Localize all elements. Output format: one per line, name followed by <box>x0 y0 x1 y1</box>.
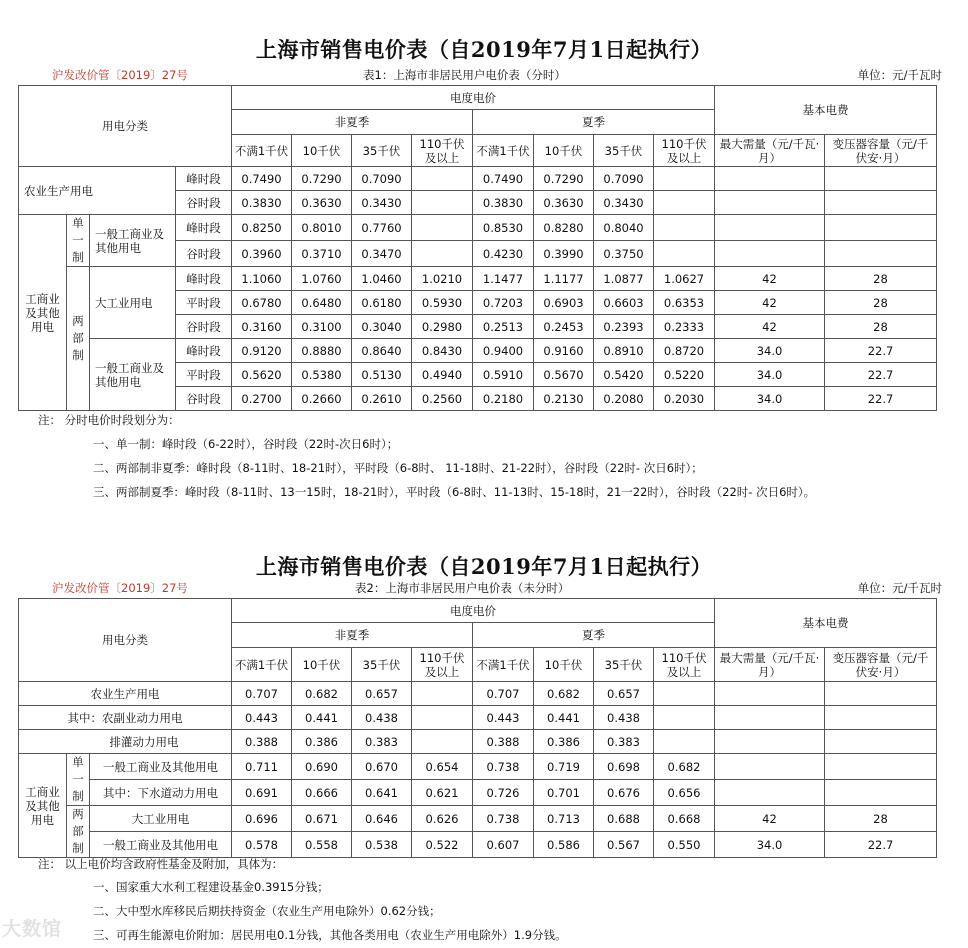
voltage-header: 不满1千伏 <box>232 135 292 167</box>
price-cell: 0.8530 <box>473 215 534 241</box>
price-cell: 0.438 <box>594 706 654 730</box>
fee-cell: 34.0 <box>715 832 825 858</box>
price-cell: 0.9160 <box>534 339 594 363</box>
transformer-capacity-header: 变压器容量（元/千伏安·月） <box>825 135 937 167</box>
large-industry-label: 大工业用电 <box>90 267 176 339</box>
table-row <box>19 730 937 754</box>
price-cell: 0.8720 <box>654 339 715 363</box>
voltage-header: 10千伏 <box>292 135 352 167</box>
price-cell: 0.5420 <box>594 363 654 387</box>
price-cell <box>654 730 715 754</box>
price-cell: 1.0460 <box>352 267 412 291</box>
price-cell: 0.713 <box>534 806 594 832</box>
fee-cell: 42 <box>715 267 825 291</box>
price-cell: 0.670 <box>352 754 412 780</box>
price-cell: 0.621 <box>412 780 473 806</box>
price-cell: 0.3040 <box>352 315 412 339</box>
fee-cell: 22.7 <box>825 363 937 387</box>
price-cell: 0.3830 <box>232 191 292 215</box>
price-cell: 0.441 <box>292 706 352 730</box>
voltage-header: 110千伏及以上 <box>412 648 473 682</box>
price-cell: 0.2080 <box>594 387 654 411</box>
price-cell: 0.6480 <box>292 291 352 315</box>
row-label: 其中：下水道动力用电 <box>90 780 232 806</box>
fee-cell <box>715 754 825 780</box>
price-cell: 0.7760 <box>352 215 412 241</box>
price-cell <box>412 191 473 215</box>
price-cell: 1.1177 <box>534 267 594 291</box>
summer-header: 夏季 <box>473 110 715 135</box>
fee-cell <box>825 730 937 754</box>
price-cell: 1.0627 <box>654 267 715 291</box>
fee-cell <box>715 682 825 706</box>
price-cell <box>412 682 473 706</box>
price-cell: 0.3470 <box>352 241 412 267</box>
table1-unit: 单位：元/千瓦时 <box>857 68 942 82</box>
agri-label: 农业生产用电 <box>19 167 176 215</box>
price-cell: 0.2333 <box>654 315 715 339</box>
price-cell <box>654 706 715 730</box>
price-cell <box>654 682 715 706</box>
period-cell: 峰时段 <box>176 167 232 191</box>
table-row <box>19 832 937 858</box>
table1-note-intro: 注： 分时电价时段划分为： <box>38 413 180 427</box>
price-cell: 0.2610 <box>352 387 412 411</box>
voltage-header: 35千伏 <box>352 648 412 682</box>
table-row <box>19 215 937 241</box>
price-cell: 0.578 <box>232 832 292 858</box>
price-cell: 0.7490 <box>232 167 292 191</box>
fee-cell <box>825 241 937 267</box>
general-ic-label: 一般工商业及其他用电 <box>90 215 176 267</box>
price-cell: 0.8640 <box>352 339 412 363</box>
voltage-header: 110千伏及以上 <box>654 648 715 682</box>
price-cell: 0.690 <box>292 754 352 780</box>
price-cell: 0.3990 <box>534 241 594 267</box>
price-cell: 0.7203 <box>473 291 534 315</box>
price-cell: 0.3630 <box>292 191 352 215</box>
price-cell: 0.6603 <box>594 291 654 315</box>
price-cell: 0.668 <box>654 806 715 832</box>
fee-cell <box>715 167 825 191</box>
price-cell: 0.441 <box>534 706 594 730</box>
price-cell: 0.738 <box>473 754 534 780</box>
voltage-header: 不满1千伏 <box>473 135 534 167</box>
price-cell: 0.6780 <box>232 291 292 315</box>
fee-cell: 22.7 <box>825 832 937 858</box>
price-cell: 0.522 <box>412 832 473 858</box>
price-cell: 0.8910 <box>594 339 654 363</box>
price-cell: 0.3430 <box>352 191 412 215</box>
price-cell: 0.671 <box>292 806 352 832</box>
voltage-header: 10千伏 <box>292 648 352 682</box>
fee-cell <box>825 215 937 241</box>
price-cell: 0.3430 <box>594 191 654 215</box>
voltage-header: 35千伏 <box>352 135 412 167</box>
price-cell: 0.7090 <box>594 167 654 191</box>
watermark-logo: 大数馆 <box>2 918 63 940</box>
price-cell: 0.641 <box>352 780 412 806</box>
price-cell: 0.3100 <box>292 315 352 339</box>
price-cell <box>412 215 473 241</box>
price-cell: 0.676 <box>594 780 654 806</box>
price-cell: 0.707 <box>473 682 534 706</box>
price-cell: 0.7490 <box>473 167 534 191</box>
price-cell: 0.688 <box>594 806 654 832</box>
table-row <box>19 167 937 191</box>
table2-note-intro: 注： 以上电价均含政府性基金及附加，具体为： <box>38 857 284 871</box>
price-cell: 0.657 <box>594 682 654 706</box>
price-cell: 0.388 <box>232 730 292 754</box>
fee-cell: 28 <box>825 315 937 339</box>
voltage-header: 不满1千伏 <box>473 648 534 682</box>
table2-note-line: 一、国家重大水利工程建设基金0.3915分钱； <box>93 880 329 894</box>
table2-note-line: 三、可再生能源电价附加：居民用电0.1分钱，其他各类用电（农业生产用电除外）1.9分钱。 <box>93 928 567 942</box>
period-cell: 谷时段 <box>176 191 232 215</box>
price-cell: 0.383 <box>352 730 412 754</box>
fee-cell <box>825 191 937 215</box>
price-cell: 0.2030 <box>654 387 715 411</box>
voltage-header: 10千伏 <box>534 135 594 167</box>
price-cell: 0.656 <box>654 780 715 806</box>
price-cell: 0.6903 <box>534 291 594 315</box>
price-cell: 0.3710 <box>292 241 352 267</box>
table1-note-line: 一、单一制：峰时段（6-22时），谷时段（22时-次日6时）； <box>93 437 399 451</box>
fee-cell: 28 <box>825 267 937 291</box>
price-cell: 0.607 <box>473 832 534 858</box>
table-row <box>19 780 937 806</box>
transformer-capacity-header: 变压器容量（元/千伏安·月） <box>825 648 937 682</box>
price-cell: 0.3960 <box>232 241 292 267</box>
price-cell: 0.701 <box>534 780 594 806</box>
basic-fee-header: 基本电费 <box>715 86 937 135</box>
table1-caption: 表1：上海市非居民用户电价表（分时） <box>363 68 566 82</box>
fee-cell: 34.0 <box>715 387 825 411</box>
price-cell: 0.682 <box>534 682 594 706</box>
price-cell: 0.666 <box>292 780 352 806</box>
general-ic-two-part-label: 一般工商业及其他用电 <box>90 339 176 411</box>
price-cell: 0.646 <box>352 806 412 832</box>
table2-title: 上海市销售电价表（自2019年7月1日起执行） <box>255 554 713 579</box>
non-summer-header: 非夏季 <box>232 110 473 135</box>
price-cell: 0.3160 <box>232 315 292 339</box>
fee-cell <box>715 241 825 267</box>
fee-cell: 42 <box>715 315 825 339</box>
price-cell: 0.5380 <box>292 363 352 387</box>
fee-cell <box>825 706 937 730</box>
price-cell: 0.626 <box>412 806 473 832</box>
row-label: 农业生产用电 <box>19 682 232 706</box>
table1-title: 上海市销售电价表（自2019年7月1日起执行） <box>255 37 713 62</box>
energy-price-header: 电度电价 <box>232 599 715 623</box>
table2-flat-price-table <box>18 598 937 858</box>
non-summer-header: 非夏季 <box>232 623 473 648</box>
fee-cell <box>825 167 937 191</box>
price-cell: 1.0877 <box>594 267 654 291</box>
price-cell: 0.5220 <box>654 363 715 387</box>
price-cell: 0.8280 <box>534 215 594 241</box>
table1-doc-number: 沪发改价管〔2019〕27号 <box>52 68 188 82</box>
fee-cell: 42 <box>715 806 825 832</box>
row-label: 一般工商业及其他用电 <box>90 754 232 780</box>
fee-cell: 22.7 <box>825 339 937 363</box>
voltage-header: 10千伏 <box>534 648 594 682</box>
price-cell: 0.3830 <box>473 191 534 215</box>
price-cell: 0.7090 <box>352 167 412 191</box>
price-cell: 0.2513 <box>473 315 534 339</box>
price-cell: 0.698 <box>594 754 654 780</box>
ic-label: 工商业及其他用电 <box>19 754 67 858</box>
price-cell: 0.2560 <box>412 387 473 411</box>
row-label: 一般工商业及其他用电 <box>90 832 232 858</box>
price-cell: 0.4940 <box>412 363 473 387</box>
price-cell: 0.654 <box>412 754 473 780</box>
table-row <box>19 267 937 291</box>
period-cell: 平时段 <box>176 363 232 387</box>
two-part-label: 两部制 <box>67 806 90 858</box>
price-cell: 0.5620 <box>232 363 292 387</box>
price-cell: 0.2980 <box>412 315 473 339</box>
fee-cell: 28 <box>825 291 937 315</box>
price-cell: 0.558 <box>292 832 352 858</box>
price-cell: 1.1477 <box>473 267 534 291</box>
price-cell: 0.8010 <box>292 215 352 241</box>
fee-cell <box>715 215 825 241</box>
voltage-header: 110千伏及以上 <box>412 135 473 167</box>
price-cell: 0.682 <box>292 682 352 706</box>
fee-cell <box>715 191 825 215</box>
table-row <box>19 754 937 780</box>
price-cell: 0.443 <box>232 706 292 730</box>
price-cell: 0.8250 <box>232 215 292 241</box>
table-row <box>19 339 937 363</box>
two-part-label: 两部制 <box>67 267 90 411</box>
energy-price-header: 电度电价 <box>232 86 715 110</box>
price-cell <box>654 191 715 215</box>
fee-cell: 22.7 <box>825 387 937 411</box>
table2-caption: 表2：上海市非居民用户电价表（未分时） <box>355 581 570 595</box>
price-cell <box>412 241 473 267</box>
table2-doc-number: 沪发改价管〔2019〕27号 <box>52 581 188 595</box>
price-cell: 0.8040 <box>594 215 654 241</box>
price-cell: 0.4230 <box>473 241 534 267</box>
voltage-header: 35千伏 <box>594 648 654 682</box>
price-cell: 0.719 <box>534 754 594 780</box>
table-row <box>19 706 937 730</box>
price-cell: 0.696 <box>232 806 292 832</box>
price-cell: 0.550 <box>654 832 715 858</box>
ic-label: 工商业及其他用电 <box>19 215 67 411</box>
price-cell: 0.388 <box>473 730 534 754</box>
category-header: 用电分类 <box>19 599 232 682</box>
price-cell: 0.5910 <box>473 363 534 387</box>
price-cell: 0.2130 <box>534 387 594 411</box>
voltage-header: 110千伏及以上 <box>654 135 715 167</box>
price-cell: 1.1060 <box>232 267 292 291</box>
price-cell: 0.2453 <box>534 315 594 339</box>
price-cell: 0.567 <box>594 832 654 858</box>
fee-cell: 34.0 <box>715 363 825 387</box>
voltage-header: 不满1千伏 <box>232 648 292 682</box>
max-demand-header: 最大需量（元/千瓦·月） <box>715 135 825 167</box>
row-label: 其中：农副业动力用电 <box>19 706 232 730</box>
price-cell: 0.386 <box>292 730 352 754</box>
table1-tou-price-table <box>18 85 937 411</box>
price-cell: 0.5130 <box>352 363 412 387</box>
price-cell <box>654 241 715 267</box>
price-cell: 0.383 <box>594 730 654 754</box>
price-cell: 0.657 <box>352 682 412 706</box>
price-cell: 0.2393 <box>594 315 654 339</box>
price-cell <box>412 706 473 730</box>
fee-cell <box>715 780 825 806</box>
price-cell: 0.5670 <box>534 363 594 387</box>
fee-cell: 42 <box>715 291 825 315</box>
period-cell: 峰时段 <box>176 339 232 363</box>
table2-note-line: 二、大中型水库移民后期扶持资金（农业生产用电除外）0.62分钱； <box>93 904 441 918</box>
single-rate-label: 单一制 <box>67 754 90 806</box>
basic-fee-header: 基本电费 <box>715 599 937 648</box>
fee-cell: 34.0 <box>715 339 825 363</box>
price-cell: 1.0760 <box>292 267 352 291</box>
price-cell: 0.682 <box>654 754 715 780</box>
price-cell: 1.0210 <box>412 267 473 291</box>
period-cell: 平时段 <box>176 291 232 315</box>
price-cell: 0.7290 <box>534 167 594 191</box>
period-cell: 峰时段 <box>176 267 232 291</box>
price-cell: 0.2700 <box>232 387 292 411</box>
fee-cell <box>825 780 937 806</box>
price-cell: 0.2180 <box>473 387 534 411</box>
period-cell: 峰时段 <box>176 215 232 241</box>
single-rate-label: 单一制 <box>67 215 90 267</box>
row-label: 大工业用电 <box>90 806 232 832</box>
price-cell: 0.738 <box>473 806 534 832</box>
price-cell: 0.6180 <box>352 291 412 315</box>
price-cell <box>654 215 715 241</box>
price-cell: 0.8430 <box>412 339 473 363</box>
price-cell: 0.707 <box>232 682 292 706</box>
price-cell: 0.6353 <box>654 291 715 315</box>
table1-note-line: 三、两部制夏季：峰时段（8-11时、13一15时，18-21时），平时段（6-8时、11-13时、15-18时，21一22时），谷时段（22时- 次日6时）。 <box>93 485 816 499</box>
row-label: 排灌动力用电 <box>19 730 232 754</box>
price-cell: 0.9400 <box>473 339 534 363</box>
table2-unit: 单位：元/千瓦时 <box>857 581 942 595</box>
price-cell: 0.726 <box>473 780 534 806</box>
price-cell: 0.5930 <box>412 291 473 315</box>
price-cell: 0.8880 <box>292 339 352 363</box>
summer-header: 夏季 <box>473 623 715 648</box>
max-demand-header: 最大需量（元/千瓦·月） <box>715 648 825 682</box>
table1-note-line: 二、两部制非夏季：峰时段（8-11时、18-21时），平时段（6-8时、 11-18时、21-22时），谷时段（22时- 次日6时）； <box>93 461 703 475</box>
price-cell <box>412 167 473 191</box>
period-cell: 谷时段 <box>176 387 232 411</box>
fee-cell <box>715 706 825 730</box>
price-cell: 0.9120 <box>232 339 292 363</box>
price-cell: 0.711 <box>232 754 292 780</box>
period-cell: 谷时段 <box>176 315 232 339</box>
price-cell: 0.3750 <box>594 241 654 267</box>
price-cell <box>654 167 715 191</box>
price-cell: 0.7290 <box>292 167 352 191</box>
price-cell <box>412 730 473 754</box>
price-cell: 0.538 <box>352 832 412 858</box>
fee-cell <box>715 730 825 754</box>
voltage-header: 35千伏 <box>594 135 654 167</box>
price-cell: 0.438 <box>352 706 412 730</box>
table-row <box>19 682 937 706</box>
price-cell: 0.443 <box>473 706 534 730</box>
price-cell: 0.386 <box>534 730 594 754</box>
table-row <box>19 806 937 832</box>
category-header: 用电分类 <box>19 86 232 167</box>
price-cell: 0.691 <box>232 780 292 806</box>
price-cell: 0.2660 <box>292 387 352 411</box>
fee-cell <box>825 754 937 780</box>
price-cell: 0.3630 <box>534 191 594 215</box>
fee-cell: 28 <box>825 806 937 832</box>
period-cell: 谷时段 <box>176 241 232 267</box>
price-cell: 0.586 <box>534 832 594 858</box>
fee-cell <box>825 682 937 706</box>
